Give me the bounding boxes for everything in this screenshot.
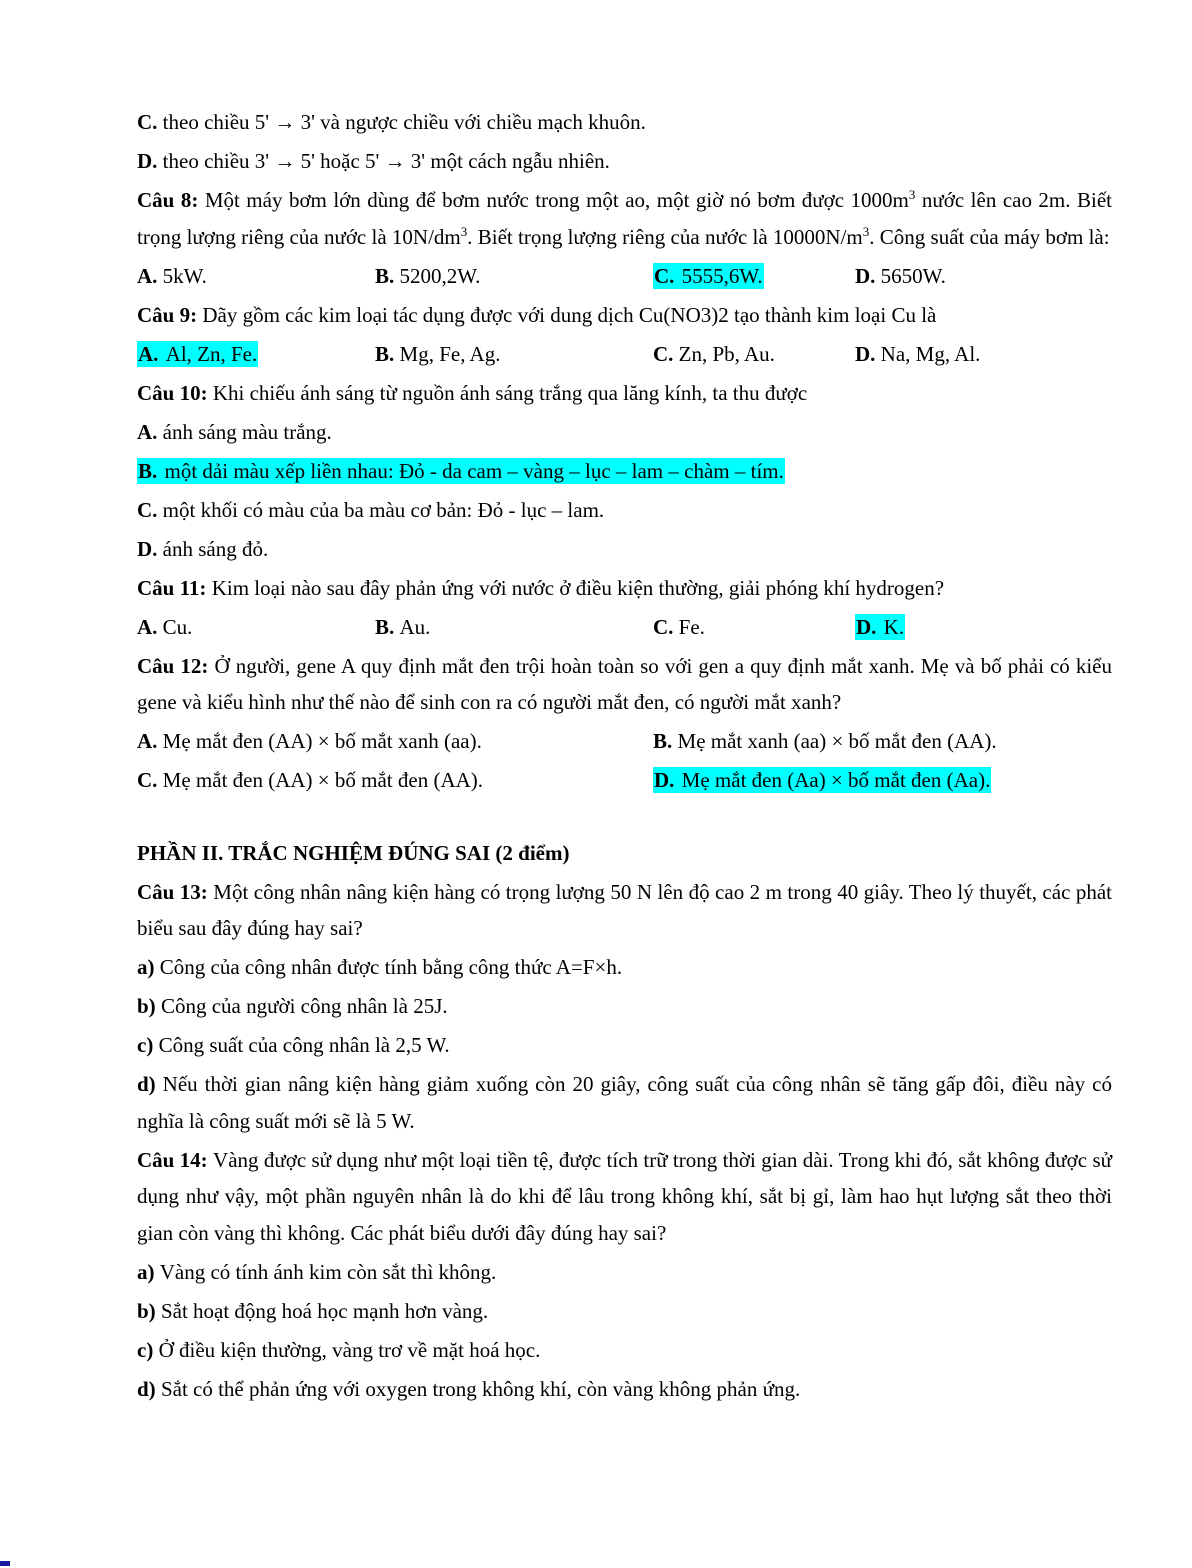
question-12-option-a: A. Mẹ mắt đen (AA) × bố mắt xanh (aa). — [137, 729, 482, 753]
question-8-option-b: B. 5200,2W. — [375, 263, 481, 288]
question-11-option-d-highlighted: D. K. — [856, 614, 905, 639]
question-7-option-d: D. theo chiều 3' → 5' hoặc 5' → 3' một cách ngẫu nhiên. — [137, 149, 610, 173]
question-11-text: Câu 11: Kim loại nào sau đây phản ứng với nước ở điều kiện thường, giải phóng khí hydrogen? — [137, 575, 945, 600]
question-10-text: Câu 10: Khi chiếu ánh sáng từ nguồn ánh sáng trắng qua lăng kính, ta thu được — [137, 380, 808, 405]
question-10-option-a: A. ánh sáng màu trắng. — [137, 419, 332, 444]
question-8-options-row — [137, 258, 1112, 295]
question-9-text: Câu 9: Dãy gồm các kim loại tác dụng được với dung dịch Cu(NO3)2 tạo thành kim loại Cu là — [137, 302, 937, 327]
question-14-item-d: d) Sắt có thể phản ứng với oxygen trong không khí, còn vàng không phản ứng. — [137, 1376, 801, 1401]
question-12-options-row-2 — [137, 762, 1112, 799]
question-8-option-d: D. 5650W. — [855, 263, 946, 288]
question-9-option-d: D. Na, Mg, Al. — [855, 341, 981, 366]
question-12-option-c: C. Mẹ mắt đen (AA) × bố mắt đen (AA). — [137, 768, 484, 792]
question-13-text: Câu 13: Một công nhân nâng kiện hàng có trọng lượng 50 N lên độ cao 2 m trong 40 giây. Theo lý thuyết, các phát biểu sau đây đúng hay sai? — [137, 879, 1113, 940]
question-11-option-a: A. Cu. — [137, 614, 193, 639]
question-12-options-row-1 — [137, 723, 1112, 760]
question-13-item-a: a) Công của công nhân được tính bằng công thức A=F×h. — [137, 955, 623, 979]
question-9-option-b: B. Mg, Fe, Ag. — [375, 341, 501, 366]
question-7-option-c: C. theo chiều 5' → 3' và ngược chiều với chiều mạch khuôn. — [137, 110, 646, 134]
question-10-option-b-highlighted: B. một dải màu xếp liền nhau: Đỏ - da cam – vàng – lục – lam – chàm – tím. — [138, 458, 784, 483]
question-8-option-a: A. 5kW. — [137, 263, 207, 288]
question-10-option-d: D. ánh sáng đỏ. — [137, 536, 269, 561]
question-12-option-d-highlighted: D. Mẹ mắt đen (Aa) × bố mắt đen (Aa). — [654, 768, 991, 792]
question-11-option-c: C. Fe. — [653, 614, 705, 639]
part-2-heading: PHẦN II. TRẮC NGHIỆM ĐÚNG SAI (2 điểm) — [137, 840, 570, 865]
question-12-option-b: B. Mẹ mắt xanh (aa) × bố mắt đen (AA). — [653, 729, 997, 753]
question-9-option-a-highlighted: A. Al, Zn, Fe. — [138, 341, 258, 366]
question-8-option-c-highlighted: C. 5555,6W. — [654, 263, 763, 288]
question-13-item-b: b) Công của người công nhân là 25J. — [137, 994, 448, 1018]
question-9-option-c: C. Zn, Pb, Au. — [653, 341, 775, 366]
question-13-item-d: d) Nếu thời gian nâng kiện hàng giảm xuống còn 20 giây, công suất của công nhân sẽ tăng gấp đôi, điều này có nghĩa là công suất mới sẽ là 5 W. — [137, 1072, 1112, 1133]
question-8-text: Câu 8: Một máy bơm lớn dùng để bơm nước trong một ao, một giờ nó bơm được $1000m^3$ nước lên cao 2m. Biết trọng lượng riêng của nước là $10N/dm^3$. Biết trọng lượng riêng của nước là $10000N/m^3$. Công suất của máy bơm là: — [137, 187, 1113, 249]
question-13-item-c: c) Công suất của công nhân là 2,5 W. — [137, 1033, 450, 1057]
next-page-text-artifact — [0, 1561, 10, 1566]
question-14-text: Câu 14: Vàng được sử dụng như một loại tiền tệ, được tích trữ trong thời gian dài. Trong khi đó, sắt không được sử dụng như vậy, một phần nguyên nhân là do khi để lâu trong không khí, sắt bị gỉ, làm hao hụt lượng sắt theo thời gian còn vàng thì không. Các phát biểu dưới đây đúng hay sai? — [137, 1147, 1112, 1245]
question-14-item-b: b) Sắt hoạt động hoá học mạnh hơn vàng. — [137, 1298, 489, 1323]
question-12-text: Câu 12: Ở người, gene A quy định mắt đen trội hoàn toàn so với gen a quy định mắt xanh. Mẹ và bố phải có kiểu gene và kiểu hình như thế nào để sinh con ra có người mắt đen, có người mắt xanh? — [137, 653, 1113, 714]
question-11-options-row — [137, 609, 1112, 646]
question-10-option-c: C. một khối có màu của ba màu cơ bản: Đỏ - lục – lam. — [137, 497, 605, 522]
question-11-option-b: B. Au. — [375, 614, 431, 639]
question-9-options-row — [137, 336, 1112, 373]
question-14-item-a: a) Vàng có tính ánh kim còn sắt thì không. — [137, 1259, 497, 1284]
question-14-item-c: c) Ở điều kiện thường, vàng trơ về mặt hoá học. — [137, 1337, 541, 1362]
